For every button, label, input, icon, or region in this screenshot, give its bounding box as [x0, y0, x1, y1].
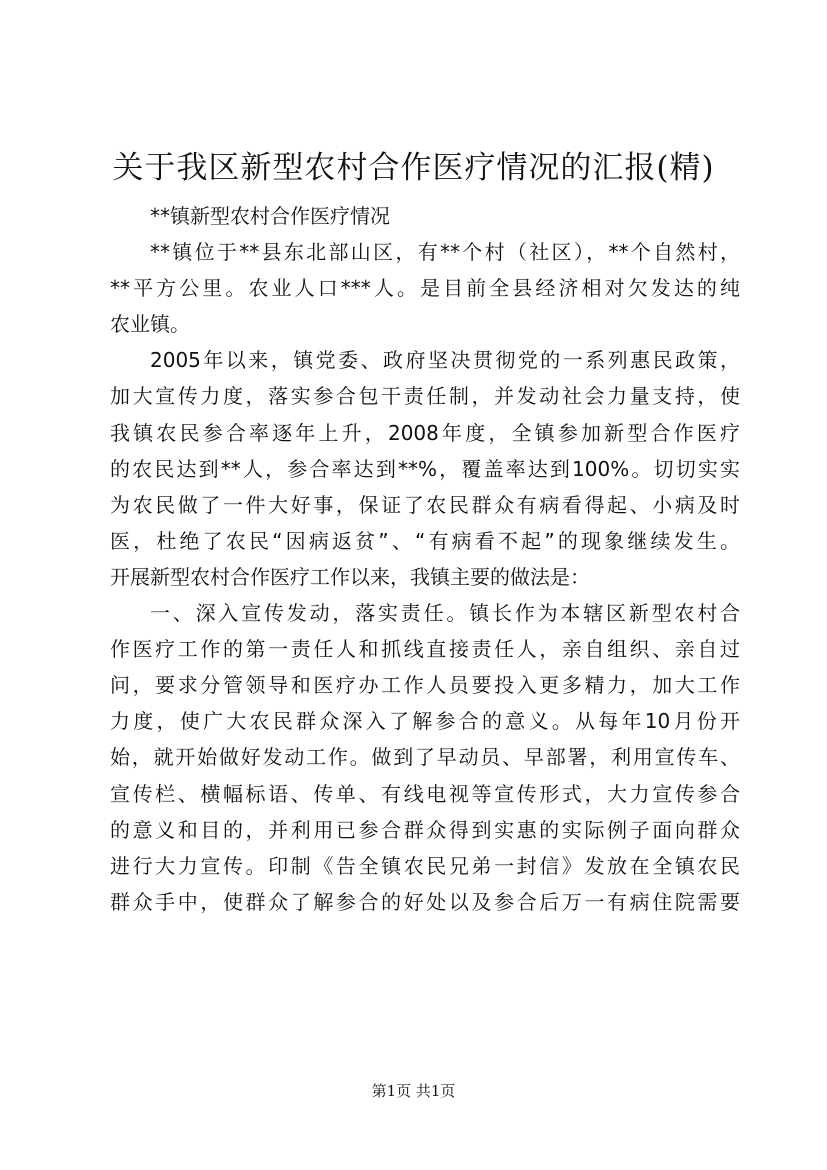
paragraph-line: 宣传栏、横幅标语、传单、有线电视等宣传形式，大力宣传参合 — [110, 781, 740, 806]
document-body — [110, 198, 740, 920]
paragraph-line: 群众手中，使群众了解参合的好处以及参合后万一有病住院需要 — [110, 889, 740, 914]
paragraph-line: 2005年以来，镇党委、政府坚决贯彻党的一系列惠民政策， — [150, 348, 740, 373]
paragraph-line: 作医疗工作的第一责任人和抓线直接责任人，亲自组织、亲自过 — [110, 637, 740, 662]
paragraph-line: 的意义和目的，并利用已参合群众得到实惠的实际例子面向群众 — [110, 817, 740, 842]
paragraph-line: 力度，使广大农民群众深入了解参合的意义。从每年10月份开 — [110, 709, 740, 734]
paragraph-line: 我镇农民参合率逐年上升，2008年度，全镇参加新型合作医疗 — [110, 420, 740, 445]
paragraph-line: 始，就开始做好发动工作。做到了早动员、早部署，利用宣传车、 — [110, 745, 740, 770]
paragraph-line: 加大宣传力度，落实参合包干责任制，并发动社会力量支持，使 — [110, 384, 740, 409]
paragraph-line: 的农民达到**人，参合率达到**%，覆盖率达到100%。切切实实 — [110, 456, 740, 481]
paragraph-line: **平方公里。农业人口***人。是目前全县经济相对欠发达的纯 — [110, 276, 740, 301]
paragraph-line: 一、深入宣传发动，落实责任。镇长作为本辖区新型农村合 — [150, 601, 740, 626]
paragraph-line: 开展新型农村合作医疗工作以来，我镇主要的做法是： — [110, 564, 590, 589]
paragraph-line: **镇位于**县东北部山区，有**个村（社区），**个自然村， — [150, 240, 740, 265]
paragraph-line: **镇新型农村合作医疗情况 — [150, 204, 390, 228]
paragraph-line: 医，杜绝了农民“因病返贫”、“有病看不起”的现象继续发生。 — [110, 528, 740, 553]
page-number-footer: 第1页 共1页 — [371, 1082, 456, 1100]
paragraph-line: 问，要求分管领导和医疗办工作人员要投入更多精力，加大工作 — [110, 673, 740, 698]
document-title: 关于我区新型农村合作医疗情况的汇报(精) — [112, 150, 715, 186]
paragraph-line: 农业镇。 — [110, 312, 190, 337]
paragraph-line: 为农民做了一件大好事，保证了农民群众有病看得起、小病及时 — [110, 492, 740, 517]
paragraph-line: 进行大力宣传。印制《告全镇农民兄弟一封信》发放在全镇农民 — [110, 853, 740, 878]
